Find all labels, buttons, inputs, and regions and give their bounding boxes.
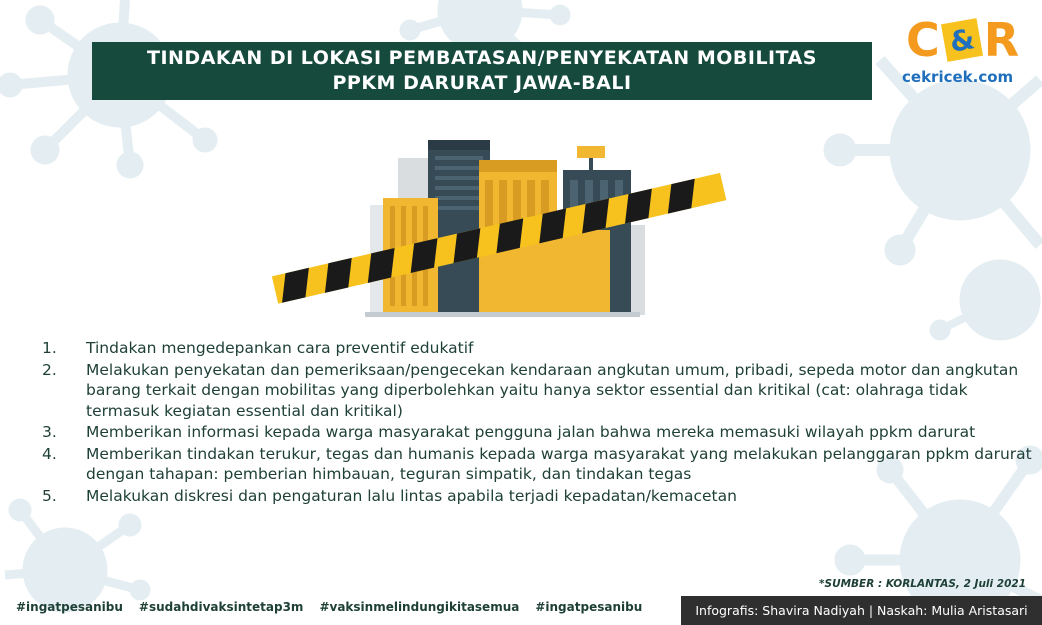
- list-item-text: Melakukan diskresi dan pengaturan lalu lintas apabila terjadi kepadatan/kemacetan: [86, 486, 737, 505]
- title-banner: [92, 42, 872, 100]
- list-item-text: Melakukan penyekatan dan pemeriksaan/pengecekan kendaraan angkutan umum, pribadi, sepeda motor dan angkutan barang terkait dengan mobilitas yang diperbolehkan yaitu hanya sektor essential dan kritikal (cat: olahraga tidak termasuk kegiatan essential dan kritikal): [86, 360, 1019, 420]
- list-item: [42, 486, 1032, 507]
- virus-icon: [930, 260, 1040, 340]
- logo-letter-c: C: [906, 13, 940, 67]
- list-item-text: Memberikan informasi kepada warga masyarakat pengguna jalan bahwa mereka memasuki wilayah ppkm darurat: [86, 423, 976, 441]
- list-item-number: 5.: [42, 486, 57, 505]
- credit-bar: [681, 596, 1042, 625]
- logo-ampersand: &: [941, 18, 983, 62]
- list-item-number: 2.: [42, 360, 57, 379]
- virus-icon: [5, 499, 150, 612]
- logo-domain: cekricek.com: [902, 68, 1014, 86]
- cekricek-logo: [900, 12, 1035, 90]
- list-item: [42, 360, 1032, 422]
- hashtag: #vaksinmelindungikitasemua: [319, 600, 520, 614]
- hashtag: #ingatpesanibu: [16, 600, 123, 614]
- source-note: *SUMBER : KORLANTAS, 2 Juli 2021: [819, 578, 1026, 590]
- list-item-number: 1.: [42, 339, 57, 357]
- list-item: [42, 444, 1032, 485]
- logo-letter-r: R: [983, 13, 1020, 67]
- list-item-number: 4.: [42, 444, 57, 463]
- title-line-2: PPKM DARURAT JAWA-BALI: [332, 72, 632, 94]
- action-list: [42, 338, 1032, 507]
- list-item: [42, 338, 1032, 359]
- list-item-text: Tindakan mengedepankan cara preventif edukatif: [86, 339, 474, 357]
- list-item: [42, 422, 1032, 443]
- title-line-1: TINDAKAN DI LOKASI PEMBATASAN/PENYEKATAN MOBILITAS: [147, 47, 817, 69]
- list-item-number: 3.: [42, 423, 57, 441]
- ground: [365, 312, 640, 317]
- hashtag: #ingatpesanibu: [535, 600, 643, 614]
- hashtag: #sudahdivaksintetap3m: [138, 600, 304, 614]
- hashtag-row: [16, 600, 642, 614]
- city-buildings-barrier-illustration: [265, 140, 735, 325]
- yellow-building-right: [545, 230, 610, 315]
- list-item-text: Memberikan tindakan terukur, tegas dan humanis kepada warga masyarakat yang melakukan pelanggaran ppkm darurat dengan tahapan: pemberian himbauan, teguran simpatik, dan tindakan tegas: [86, 444, 1032, 483]
- credit-text: Infografis: Shavira Nadiyah | Naskah: Mulia Aristasari: [695, 603, 1028, 618]
- logo-letters: [906, 12, 1019, 68]
